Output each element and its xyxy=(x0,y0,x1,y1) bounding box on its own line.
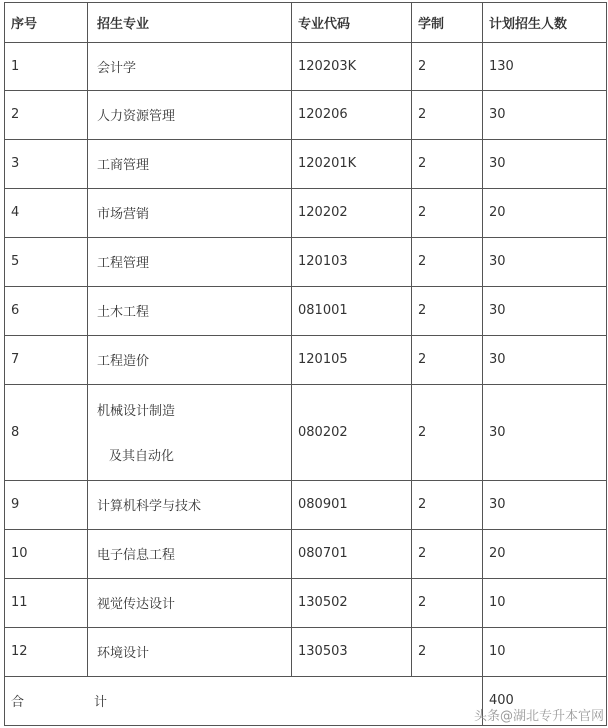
cell-plan: 20 xyxy=(483,529,607,578)
table-row xyxy=(5,237,607,286)
cell-no: 11 xyxy=(5,578,88,627)
table-row xyxy=(5,384,607,480)
total-label xyxy=(5,676,483,725)
cell-no: 5 xyxy=(5,237,88,286)
cell-no: 1 xyxy=(5,43,88,91)
cell-years: 2 xyxy=(412,90,483,139)
cell-no: 9 xyxy=(5,480,88,529)
cell-years: 2 xyxy=(412,480,483,529)
cell-code: 080701 xyxy=(292,529,412,578)
cell-code: 080901 xyxy=(292,480,412,529)
cell-major: 工商管理 xyxy=(88,139,292,188)
cell-major: 市场营销 xyxy=(88,188,292,237)
table-row xyxy=(5,529,607,578)
cell-years: 2 xyxy=(412,237,483,286)
cell-major xyxy=(88,384,292,480)
cell-no: 6 xyxy=(5,286,88,335)
header-code: 专业代码 xyxy=(292,3,412,43)
cell-plan: 10 xyxy=(483,578,607,627)
enrollment-plan-table xyxy=(4,2,607,726)
cell-code: 130503 xyxy=(292,627,412,676)
table-row xyxy=(5,90,607,139)
table-header-row xyxy=(5,3,607,43)
cell-years: 2 xyxy=(412,286,483,335)
table-row xyxy=(5,627,607,676)
cell-years: 2 xyxy=(412,43,483,91)
cell-plan: 30 xyxy=(483,90,607,139)
cell-no: 8 xyxy=(5,384,88,480)
cell-no: 12 xyxy=(5,627,88,676)
cell-code: 120105 xyxy=(292,335,412,384)
cell-plan: 20 xyxy=(483,188,607,237)
cell-plan: 30 xyxy=(483,335,607,384)
cell-plan: 30 xyxy=(483,480,607,529)
cell-code: 130502 xyxy=(292,578,412,627)
cell-major-line-1: 机械设计制造 xyxy=(97,404,176,420)
header-years: 学制 xyxy=(412,3,483,43)
cell-plan: 30 xyxy=(483,384,607,480)
header-no: 序号 xyxy=(5,3,88,43)
total-label-a: 合 xyxy=(11,695,25,711)
cell-years: 2 xyxy=(412,139,483,188)
cell-no: 4 xyxy=(5,188,88,237)
cell-plan: 30 xyxy=(483,237,607,286)
cell-major: 视觉传达设计 xyxy=(88,578,292,627)
cell-major: 人力资源管理 xyxy=(88,90,292,139)
cell-major: 会计学 xyxy=(88,43,292,91)
cell-years: 2 xyxy=(412,627,483,676)
cell-major: 计算机科学与技术 xyxy=(88,480,292,529)
table-row xyxy=(5,578,607,627)
cell-major: 土木工程 xyxy=(88,286,292,335)
table-row xyxy=(5,480,607,529)
cell-code: 120206 xyxy=(292,90,412,139)
table-row xyxy=(5,335,607,384)
cell-major: 工程造价 xyxy=(88,335,292,384)
cell-major: 工程管理 xyxy=(88,237,292,286)
table-row xyxy=(5,188,607,237)
header-plan: 计划招生人数 xyxy=(483,3,607,43)
cell-years: 2 xyxy=(412,335,483,384)
cell-no: 10 xyxy=(5,529,88,578)
watermark: 头条@湖北专升本官网 xyxy=(473,709,604,724)
cell-no: 3 xyxy=(5,139,88,188)
cell-major: 环境设计 xyxy=(88,627,292,676)
table-row xyxy=(5,286,607,335)
cell-plan: 130 xyxy=(483,43,607,91)
cell-no: 2 xyxy=(5,90,88,139)
cell-code: 120202 xyxy=(292,188,412,237)
cell-major-line-2: 及其自动化 xyxy=(109,449,175,465)
cell-years: 2 xyxy=(412,529,483,578)
cell-years: 2 xyxy=(412,384,483,480)
cell-plan: 30 xyxy=(483,286,607,335)
cell-plan: 10 xyxy=(483,627,607,676)
table-row xyxy=(5,43,607,91)
cell-major: 电子信息工程 xyxy=(88,529,292,578)
cell-code: 080202 xyxy=(292,384,412,480)
total-plan: 400 xyxy=(483,676,607,725)
cell-code: 081001 xyxy=(292,286,412,335)
cell-code: 120201K xyxy=(292,139,412,188)
header-major: 招生专业 xyxy=(88,3,292,43)
cell-years: 2 xyxy=(412,188,483,237)
cell-years: 2 xyxy=(412,578,483,627)
cell-code: 120103 xyxy=(292,237,412,286)
cell-no: 7 xyxy=(5,335,88,384)
table-row xyxy=(5,139,607,188)
total-label-b: 计 xyxy=(94,695,108,711)
cell-code: 120203K xyxy=(292,43,412,91)
cell-plan: 30 xyxy=(483,139,607,188)
